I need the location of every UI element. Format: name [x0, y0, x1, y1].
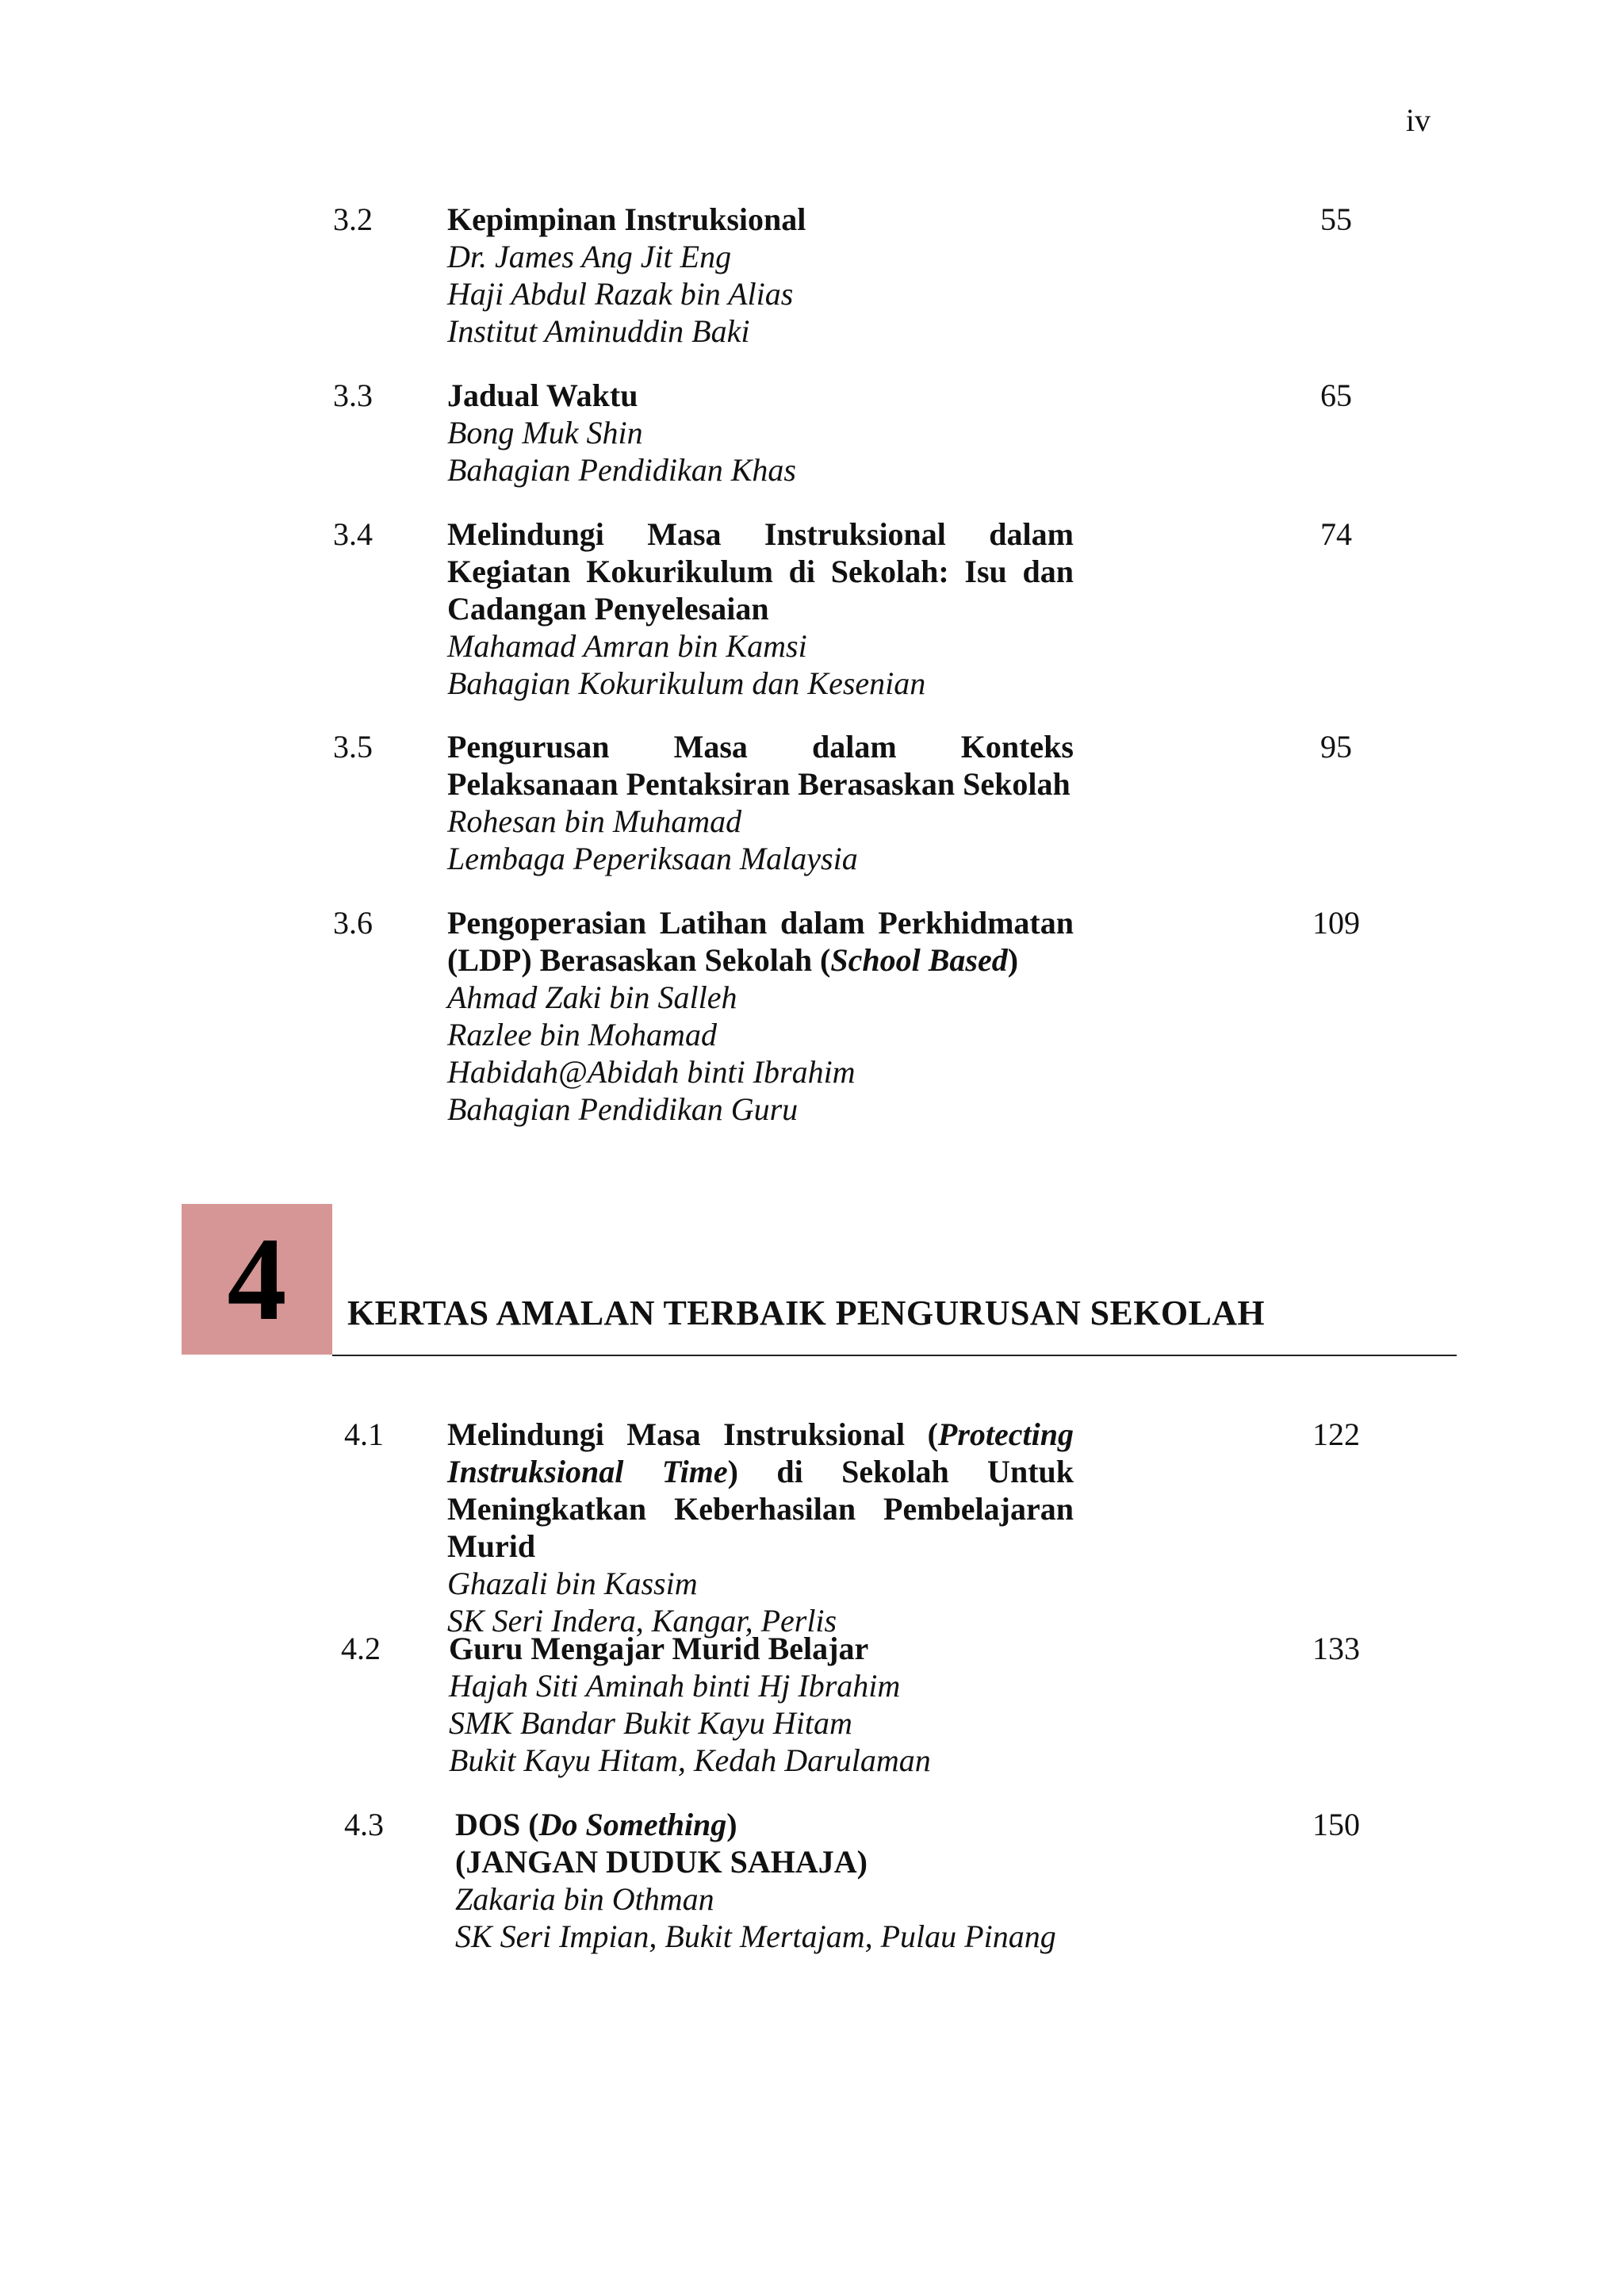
entry-body [447, 904, 1074, 1128]
entry-title [447, 377, 1074, 414]
entry-number: 4.1 [344, 1416, 384, 1452]
entry-title-emphasis: Do Something [538, 1807, 727, 1842]
entry-title-text: Melindungi Masa Instruksional ( [447, 1416, 938, 1452]
entry-title-text: Kepimpinan Instruksional [447, 201, 806, 237]
entry-body [449, 1630, 1075, 1779]
chapter-divider [332, 1355, 1457, 1356]
entry-page-number: 55 [1320, 201, 1352, 237]
entry-title [447, 1416, 1074, 1565]
entry-number: 3.6 [333, 905, 373, 941]
entry-title-text: ) [1007, 942, 1019, 978]
entry-author: Habidah@Abidah binti Ibrahim [447, 1054, 856, 1090]
entry-page-number: 95 [1320, 729, 1352, 765]
entry-body [447, 377, 1074, 489]
entry-institution: Bahagian Kokurikulum dan Kesenian [447, 665, 926, 701]
entry-title-text: (JANGAN DUDUK SAHAJA) [455, 1844, 868, 1880]
entry-author: Dr. James Ang Jit Eng [447, 239, 732, 274]
entry-institution: Bahagian Pendidikan Khas [447, 452, 796, 488]
entry-institution: Bahagian Pendidikan Guru [447, 1091, 799, 1127]
entry-title-text: ) di Sekolah Untuk Meningkatkan Keberhasilan Pembelajaran Murid [447, 1454, 1074, 1564]
entry-body [447, 201, 1074, 350]
entry-number: 3.5 [333, 729, 373, 765]
entry-title [447, 516, 1074, 627]
entry-title-emphasis: School Based [830, 942, 1008, 978]
entry-body [447, 728, 1074, 877]
entry-title-emphasis: Protecting Instruksional Time [447, 1416, 1074, 1489]
entry-page-number: 65 [1320, 378, 1352, 413]
entry-author: SMK Bandar Bukit Kayu Hitam [449, 1705, 852, 1741]
entry-author: Ahmad Zaki bin Salleh [447, 979, 737, 1015]
entry-number: 3.3 [333, 378, 373, 413]
entry-number: 3.2 [333, 201, 373, 237]
entry-title-text: Pengurusan Masa dalam Konteks Pelaksanaan Pentaksiran Berasaskan Sekolah [447, 729, 1074, 802]
entry-body [447, 516, 1074, 702]
entry-author: Haji Abdul Razak bin Alias [447, 276, 794, 312]
entry-author: Bong Muk Shin [447, 415, 643, 450]
entry-institution: SK Seri Impian, Bukit Mertajam, Pulau Pinang [455, 1918, 1056, 1954]
entry-page-number: 74 [1320, 516, 1352, 552]
entry-title [447, 904, 1074, 979]
entry-body [447, 1416, 1074, 1639]
chapter-number-box: 4 [182, 1204, 332, 1355]
entry-author: Hajah Siti Aminah binti Hj Ibrahim [449, 1668, 901, 1704]
entry-number: 4.2 [341, 1631, 381, 1666]
entry-author: Ghazali bin Kassim [447, 1566, 698, 1601]
entry-title-text: Guru Mengajar Murid Belajar [449, 1631, 869, 1666]
page-number: iv [1405, 102, 1431, 138]
entry-title [447, 728, 1074, 803]
entry-title-text: ) [726, 1807, 737, 1842]
entry-title [447, 201, 1074, 238]
entry-page-number: 150 [1312, 1807, 1360, 1842]
entry-number: 4.3 [344, 1807, 384, 1842]
entry-page-number: 133 [1312, 1631, 1360, 1666]
entry-institution: Lembaga Peperiksaan Malaysia [447, 841, 858, 876]
entry-title-text: Jadual Waktu [447, 378, 638, 413]
chapter-title: KERTAS AMALAN TERBAIK PENGURUSAN SEKOLAH [347, 1294, 1266, 1332]
entry-institution: Institut Aminuddin Baki [447, 313, 750, 349]
entry-body [455, 1806, 1082, 1955]
entry-number: 3.4 [333, 516, 373, 552]
entry-title [455, 1806, 1082, 1880]
entry-page-number: 109 [1312, 905, 1360, 941]
entry-author: Razlee bin Mohamad [447, 1017, 717, 1052]
entry-title-text: DOS ( [455, 1807, 539, 1842]
entry-institution: SK Seri Indera, Kangar, Perlis [447, 1603, 837, 1639]
entry-author: Rohesan bin Muhamad [447, 803, 742, 839]
entry-title-text: Melindungi Masa Instruksional dalam Kegiatan Kokurikulum di Sekolah: Isu dan Cadangan Penyelesaian [447, 516, 1074, 627]
entry-page-number: 122 [1312, 1416, 1360, 1452]
entry-title-text: Pengoperasian Latihan dalam Perkhidmatan (LDP) Berasaskan Sekolah ( [447, 905, 1074, 978]
entry-title [449, 1630, 1075, 1667]
entry-author: Mahamad Amran bin Kamsi [447, 628, 807, 664]
entry-author: Zakaria bin Othman [455, 1881, 714, 1917]
entry-institution: Bukit Kayu Hitam, Kedah Darulaman [449, 1742, 931, 1778]
